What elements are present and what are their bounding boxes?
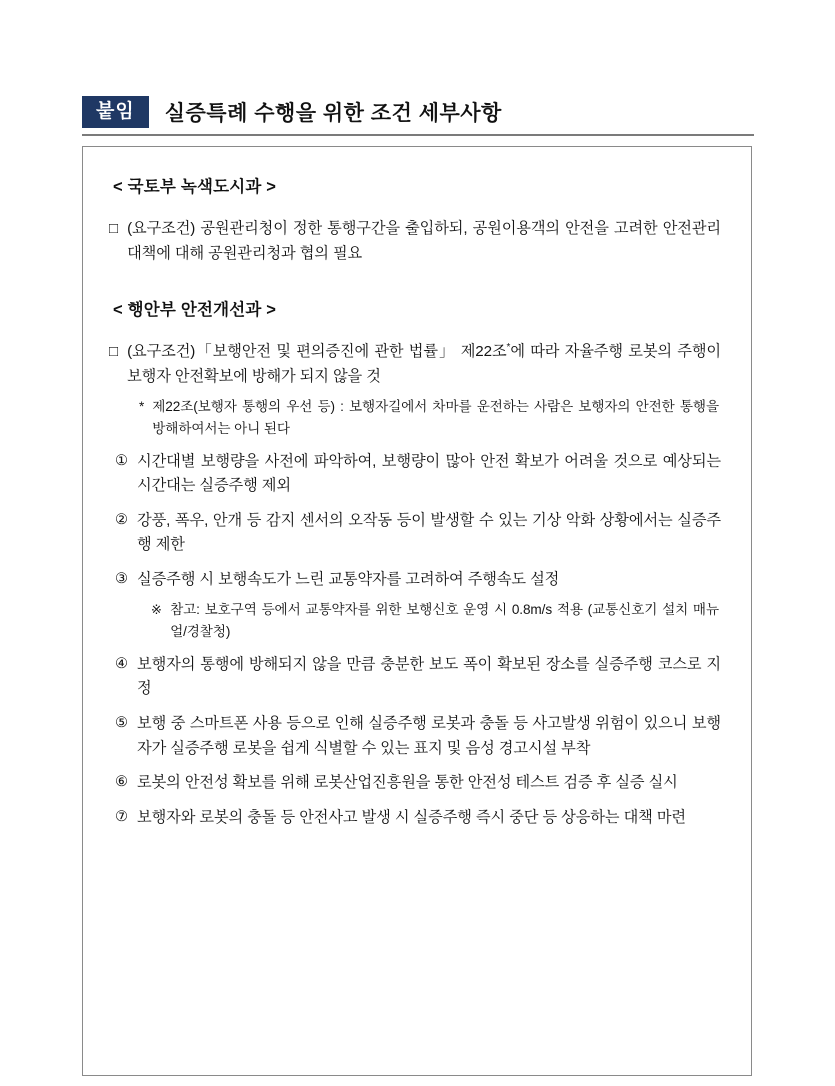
header-divider — [82, 134, 754, 136]
list-item — [115, 653, 725, 702]
footnote-text: 제22조(보행자 통행의 우선 등) : 보행자길에서 차마를 운전하는 사람은 보행자의 안전한 통행을 방해하여서는 아니 된다 — [152, 398, 719, 436]
list-item-note-text: 참고: 보호구역 등에서 교통약자를 위한 보행신호 운영 시 0.8m/s 적용 (교통신호기 설치 매뉴얼/경찰청) — [170, 601, 719, 639]
list-item-number: ① — [115, 452, 128, 469]
requirement-mois-text-part2: 에 따라 자율주행 로봇의 주행이 보행자 안전확보에 방해가 되지 않을 것 — [127, 343, 721, 385]
requirement-molit-text: (요구조건) 공원관리청이 정한 통행구간을 출입하되, 공원이용객의 안전을 고려한 안전관리대책에 대해 공원관리청과 협의 필요 — [127, 220, 721, 262]
section-heading-molit: < 국토부 녹색도시과 > — [113, 178, 277, 196]
list-item-text: 시간대별 보행량을 사전에 파악하여, 보행량이 많아 안전 확보가 어려울 것으로 예상되는 시간대는 실증주행 제외 — [137, 452, 721, 495]
attachment-badge: 붙임 — [82, 96, 149, 128]
section-heading-mois: < 행안부 안전개선과 > — [113, 301, 277, 320]
list-item-number: ⑤ — [115, 715, 128, 731]
list-item-number: ③ — [115, 571, 128, 588]
list-item-number: ② — [115, 511, 128, 528]
list-item-text: 로봇의 안전성 확보를 위해 로봇산업진흥원을 통한 안전성 테스트 검증 후 실증 실시 — [137, 774, 678, 792]
list-item-number: ④ — [115, 655, 128, 672]
list-item — [115, 806, 725, 831]
reference-mark-icon: ※ — [151, 601, 163, 617]
list-item-text: 보행자의 통행에 방해되지 않을 만큼 충분한 보도 폭이 확보된 장소를 실증주행 코스로 지정 — [137, 655, 721, 698]
square-bullet-icon: □ — [109, 220, 119, 237]
square-bullet-icon: □ — [109, 343, 119, 361]
list-item — [115, 771, 725, 796]
page-title: 실증특례 수행을 위한 조건 세부사항 — [164, 102, 502, 125]
footnote-mark: * — [139, 398, 145, 414]
requirement-mois — [109, 340, 725, 389]
list-item — [115, 568, 725, 593]
list-item-text: 강풍, 폭우, 안개 등 감지 센서의 오작동 등이 발생할 수 있는 기상 악화 상황에서는 실증주행 제한 — [137, 511, 721, 554]
list-item-text: 보행자와 로봇의 충돌 등 안전사고 발생 시 실증주행 즉시 중단 등 상응하는 대책 마련 — [137, 808, 686, 826]
list-item-number: ⑥ — [115, 774, 128, 791]
requirement-mois-text-part1: (요구조건)「보행안전 및 편의증진에 관한 법률」 제22조 — [127, 343, 507, 361]
list-item-note — [151, 599, 725, 643]
footnote-marker: * — [506, 342, 511, 354]
content-box — [82, 146, 752, 1076]
document-header — [82, 96, 754, 128]
list-item — [115, 712, 725, 761]
requirement-mois-text — [127, 340, 721, 389]
list-item — [115, 450, 725, 499]
requirement-molit — [109, 217, 725, 266]
list-item-number: ⑦ — [115, 808, 128, 825]
list-item-text: 실증주행 시 보행속도가 느린 교통약자를 고려하여 주행속도 설정 — [137, 571, 560, 589]
requirement-footnote — [139, 396, 725, 440]
list-item — [115, 509, 725, 558]
list-item-text: 보행 중 스마트폰 사용 등으로 인해 실증주행 로봇과 충돌 등 사고발생 위험이 있으니 보행자가 실증주행 로봇을 쉽게 식별할 수 있는 표지 및 음성 경고시설 부착 — [137, 715, 721, 757]
